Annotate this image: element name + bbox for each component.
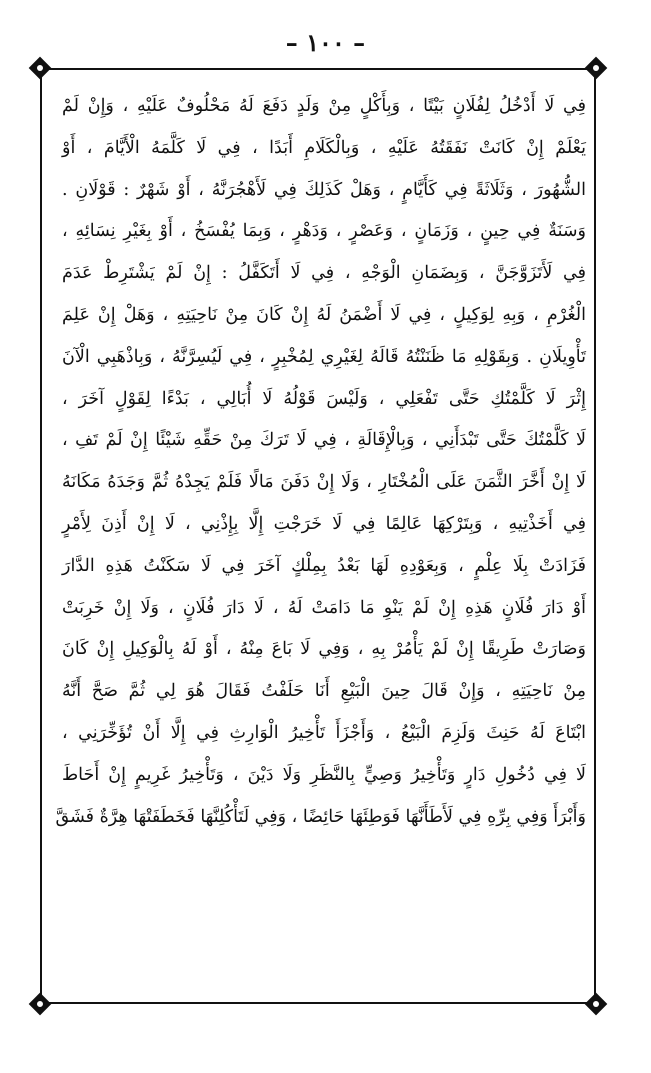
text-line-12: فَزَادَتْ بِلَا عِلْمٍ ، وَبِعَوْدِهِ لَهَا بَعْدُ بِمِلْكٍ آخَرَ فِي لَا سَكَنْتُ هَذِهِ الدَّارَ xyxy=(62,555,586,576)
text-line-7: تَأْوِيلَانِ . وَبِقَوْلِهِ مَا ظَنَنْتُهُ قَالَهُ لِغَيْرِي لِمُخْبِرٍ ، فِي لَيُسِرَّنَّهُ ، وَبِاذْهَبِي الْآنَ xyxy=(62,346,586,367)
text-line-5: فِي لَأَتَزَوَّجَنَّ ، وَبِضَمَانِ الْوَجْهِ ، فِي لَا أَتَكَفَّلُ : إِنْ لَمْ يَشْتَرِطْ عَدَمَ xyxy=(62,263,586,284)
page-number: – ١٠٠ – xyxy=(285,28,366,57)
text-line-2: يَعْلَمْ إِنْ كَانَتْ نَفَقَتُهُ عَلَيْهِ ، وَبِالْكَلَامِ أَبَدًا ، فِي لَا كَلَّمَهُ الْأَيَّامَ ، أَوْ xyxy=(62,137,586,158)
text-line-13: أَوْ دَارَ فُلَانٍ هَذِهِ إِنْ لَمْ يَنْوِ مَا دَامَتْ لَهُ ، لَا دَارَ فُلَانٍ ، وَلَا إِنْ خَرِبَتْ xyxy=(62,597,586,618)
text-line-8: إِثْرَ لَا كَلَّمْتُكِ حَتَّى تَفْعَلِي ، وَلَيْسَ قَوْلُهُ لَا أُبَالِي ، بَدْءًا لِقَوْلٍ آخَرَ ، xyxy=(62,388,586,409)
text-line-9: لَا كَلَّمْتُكَ حَتَّى تَبْدَأَنِي ، وَبِالْإِقَالَةِ ، فِي لَا تَرَكَ مِنْ حَقِّهِ شَيْئًا إِنْ لَمْ تَفِ ، xyxy=(62,430,586,451)
text-line-4: وَسَنَةٌ فِي حِينٍ ، وَزَمَانٍ ، وَعَصْرٍ ، وَدَهْرٍ ، وَبِمَا يُفْسَخُ ، أَوْ بِغَيْرِ نِسَائِهِ ، xyxy=(62,221,586,242)
text-line-10: لَا إِنْ أَخَّرَ الثَّمَنَ عَلَى الْمُخْتَارِ ، وَلَا إِنْ دَفَنَ مَالًا فَلَمْ يَجِدْهُ ثُمَّ وَجَدَهُ مَكَانَهُ xyxy=(62,472,586,493)
text-line-17: لَا فِي دُخُولِ دَارٍ وَتَأْخِيرُ وَصِيٍّ بِالنَّظَرِ وَلَا دَيْنَ ، وَتَأْخِيرُ غَرِيمٍ إِنْ أَحَاطَ xyxy=(62,764,586,785)
text-line-1: فِي لَا أَدْخُلُ لِفُلَانٍ بَيْتًا ، وَبِأَكْلٍ مِنْ وَلَدٍ دَفَعَ لَهُ مَحْلُوفٌ عَلَيْهِ ، وَإِنْ لَمْ xyxy=(62,96,586,116)
text-line-6: الْغُرْمِ ، وَبِهِ لِوَكِيلٍ ، فِي لَا أَضْمَنُ لَهُ إِنْ كَانَ مِنْ نَاحِيَتِهِ ، وَهَلْ إِنْ عَلِمَ xyxy=(62,304,586,325)
text-line-15: مِنْ نَاحِيَتِهِ ، وَإِنْ قَالَ حِينَ الْبَيْعِ أَنَا حَلَفْتُ فَقَالَ هُوَ لِي ثُمَّ صَحَّ أَنَّهُ xyxy=(62,681,586,702)
text-line-16: ابْتَاعَ لَهُ حَنِثَ وَلَزِمَ الْبَيْعُ ، وَأَجْزَأَ تَأْخِيرُ الْوَارِثِ فِي إِلَّا أَنْ تُؤَخِّرَنِي ، xyxy=(62,722,586,743)
text-line-18: وَأَبْرَأَ وَفِي بِرِّهِ فِي لَأَطَأَنَّهَا فَوَطِئَهَا حَائِضًا ، وَفِي لَتَأْكُلِنَّهَا فَخَطَفَتْهَا هِرَّةٌ فَشَقَّ xyxy=(55,806,586,827)
body-text xyxy=(55,86,586,838)
text-line-14: وَصَارَتْ طَرِيقًا إِنْ لَمْ يَأْمُرْ بِهِ ، وَفِي لَا بَاعَ مِنْهُ ، أَوْ لَهُ بِالْوَكِيلِ إِنْ كَانَ xyxy=(62,639,586,660)
text-line-11: فِي أَخَذْتِيهِ ، وَبِتَرْكِهَا عَالِمًا فِي لَا خَرَجْتِ إِلَّا بِإِذْنِي ، لَا إِنْ أَذِنَ لِأَمْرٍ xyxy=(62,513,586,534)
text-line-3: الشُّهُورَ ، وَثَلَاثَةً فِي كَأَيَّامٍ ، وَهَلْ كَذَلِكَ فِي لَأَهْجُرَنَّهُ ، أَوْ شَهْرٌ : قَوْلَانِ . xyxy=(62,179,586,200)
